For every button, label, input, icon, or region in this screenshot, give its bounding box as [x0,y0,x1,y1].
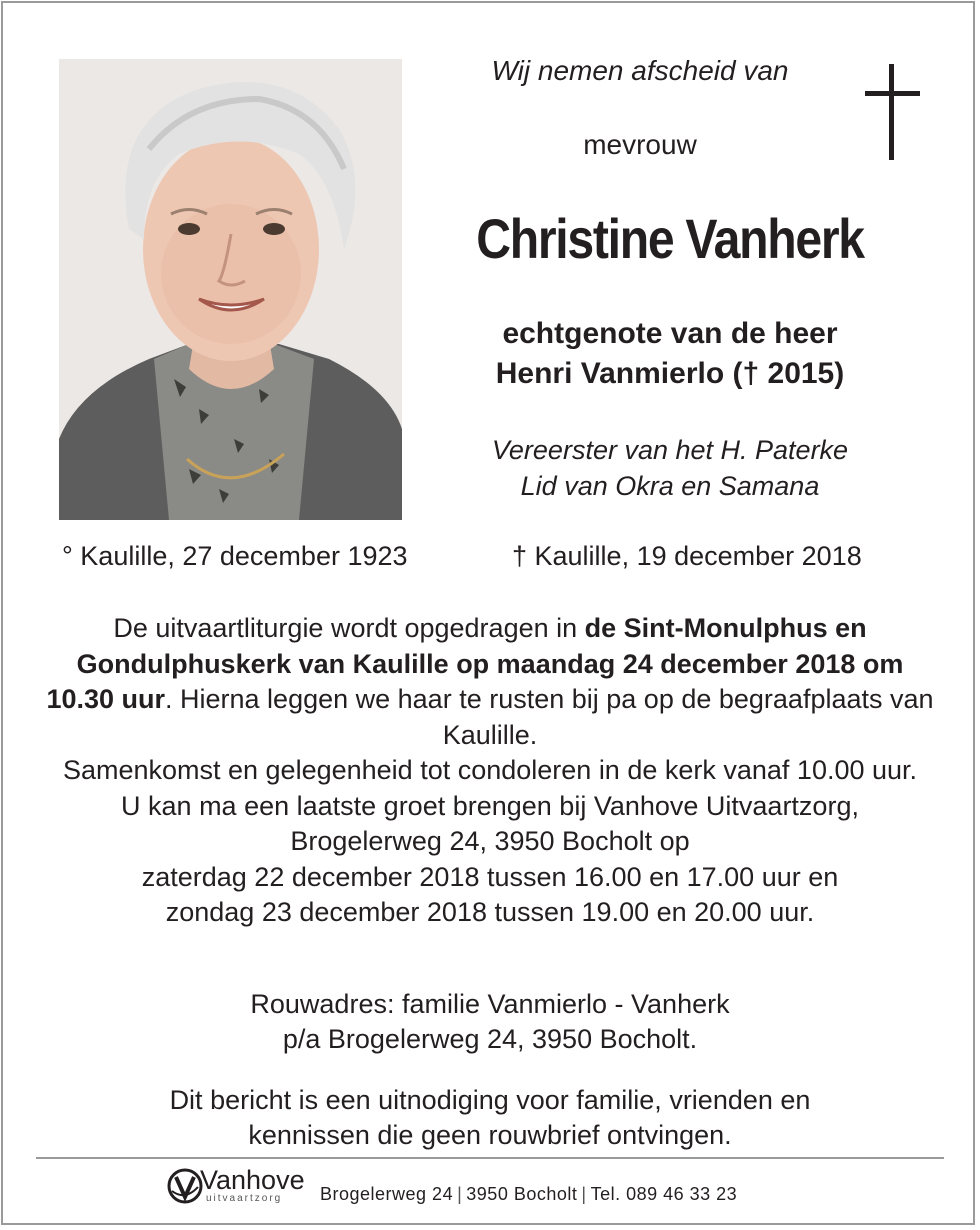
intro-text: Wij nemen afscheid van [491,55,789,86]
contact-line [320,1183,737,1205]
membership-line: Lid van Okra en Samana [520,471,820,501]
membership-line: Vereerster van het H. Paterke [491,435,849,465]
footer-phone: Tel. 089 46 33 23 [590,1184,738,1204]
visit-line: Brogelerweg 24, 3950 Bocholt op [290,826,690,856]
invite-line: Dit bericht is een uitnodiging voor familie, vrienden en [169,1085,811,1115]
memberships [420,432,920,504]
footer-separator: | [457,1184,463,1204]
honorific: mevrouw [583,129,697,160]
birth-date: ° Kaulille, 27 december 1923 [62,541,408,571]
portrait-photo [59,59,402,520]
footer [166,1165,866,1209]
visit-line: zaterdag 22 december 2018 tussen 16.00 en 17.00 uur en [141,861,839,892]
invite-line: kennissen die geen rouwbrief ontvingen. [248,1120,732,1150]
footer-separator: | [581,1184,587,1204]
cross-icon [862,64,922,160]
mourning-address [40,987,940,1057]
invitation-note [40,1083,940,1153]
footer-city: 3950 Bocholt [466,1184,578,1204]
visit-line: zondag 23 december 2018 tussen 19.00 en 20.00 uur. [165,897,815,927]
spouse-line-2: Henri Vanmierlo († 2015) [495,357,845,390]
funeral-burial: . Hierna leggen we haar te rusten bij pa op de begraafplaats van Kaulille. [165,684,934,750]
spouse-info [420,314,920,394]
death-date: † Kaulille, 19 december 2018 [512,541,862,571]
address-line: p/a Brogelerweg 24, 3950 Bocholt. [282,1024,698,1054]
footer-divider [36,1157,944,1159]
gathering-info: Samenkomst en gelegenheid tot condoleren in de kerk vanaf 10.00 uur. [62,755,918,785]
address-line: Rouwadres: familie Vanmierlo - Vanherk [250,989,730,1019]
brand-name: Vanhove [200,1165,305,1195]
deceased-name: Christine Vanherk [476,207,864,270]
brand-subtitle: uitvaartzorg [206,1193,283,1204]
footer-street: Brogelerweg 24 [320,1184,454,1204]
spouse-line-1: echtgenote van de heer [502,317,838,350]
funeral-intro: De uitvaartliturgie wordt opgedragen in [113,613,585,643]
funeral-church-time: de Sint-Monulphus en Gondulphuskerk van Kaulille op maandag 24 december 2018 om 10.30 uur [46,613,904,714]
visit-line: U kan ma een laatste groet brengen bij Vanhove Uitvaartzorg, [121,790,859,821]
service-details [40,611,940,931]
vanhove-logo-icon [166,1167,204,1205]
funeral-paragraph [40,611,940,753]
